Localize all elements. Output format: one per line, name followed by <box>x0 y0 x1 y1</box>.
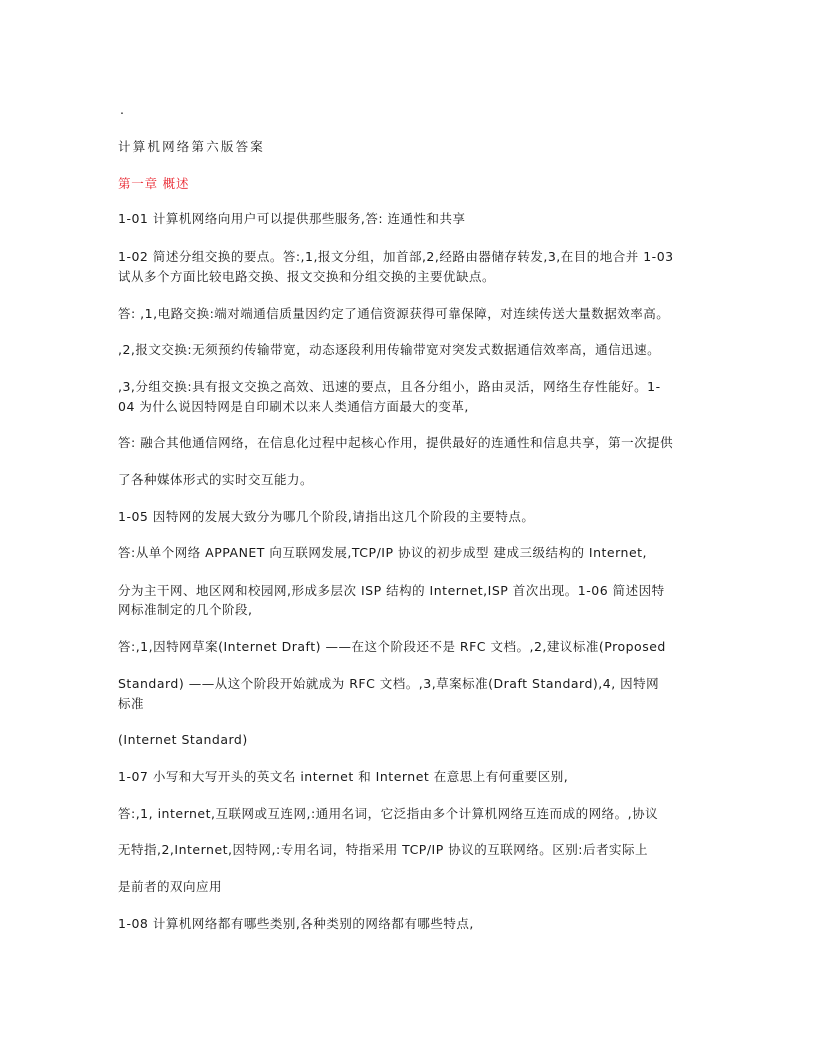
text-line: 1-08 计算机网络都有哪些类别,各种类别的网络都有哪些特点, <box>118 916 474 931</box>
text-line: 答:,1,因特网草案(Internet Draft) ——在这个阶段还不是 RFC 文档。,2,建议标准(Proposed <box>118 639 666 654</box>
text-line: 网标准制定的几个阶段, <box>118 602 253 617</box>
text-line: 1-07 小写和大写开头的英文名 internet 和 Internet 在意思上有何重要区别, <box>118 769 569 784</box>
text-line: 无特指,2,Internet,因特网,:专用名词，特指采用 TCP/IP 协议的互联网络。区别:后者实际上 <box>118 842 648 857</box>
text-line: 1-02 简述分组交换的要点。答:,1,报文分组，加首部,2,经路由器储存转发,3,在目的地合并 1-03 <box>118 249 674 264</box>
document-title: 计算机网络第六版答案 <box>118 139 266 154</box>
text-line: 标准 <box>118 696 145 711</box>
text-line: 分为主干网、地区网和校园网,形成多层次 ISP 结构的 Internet,ISP 首次出现。1-06 简述因特 <box>118 583 665 598</box>
text-line: 答: 融合其他通信网络，在信息化过程中起核心作用，提供最好的连通性和信息共享，第一次提供 <box>118 435 674 450</box>
text-line: (Internet Standard) <box>118 732 248 747</box>
text-line: 1-01 计算机网络向用户可以提供那些服务,答: 连通性和共享 <box>118 211 466 226</box>
text-line: Standard) ——从这个阶段开始就成为 RFC 文档。,3,草案标准(Draft Standard),4, 因特网 <box>118 676 660 691</box>
text-line: 试从多个方面比较电路交换、报文交换和分组交换的主要优缺点。 <box>118 269 496 284</box>
text-line: 答:从单个网络 APPANET 向互联网发展,TCP/IP 协议的初步成型 建成三级结构的 Internet, <box>118 545 648 560</box>
text-line: 04 为什么说因特网是自印刷术以来人类通信方面最大的变革, <box>118 399 469 414</box>
text-line: 答: ,1,电路交换:端对端通信质量因约定了通信资源获得可靠保障，对连续传送大量数据效率高。 <box>118 306 670 321</box>
text-line: 1-05 因特网的发展大致分为哪几个阶段,请指出这几个阶段的主要特点。 <box>118 509 535 524</box>
chapter-heading: 第一章 概述 <box>118 176 190 191</box>
text-line: 答:,1, internet,互联网或互连网,:通用名词，它泛指由多个计算机网络互连而成的网络。,协议 <box>118 806 659 821</box>
text-line: 了各种媒体形式的实时交互能力。 <box>118 472 314 487</box>
leading-dot: . <box>120 102 125 117</box>
text-line: ,3,分组交换:具有报文交换之高效、迅速的要点，且各分组小，路由灵活，网络生存性能好。1- <box>118 379 661 394</box>
text-line: 是前者的双向应用 <box>118 879 223 894</box>
text-line: ,2,报文交换:无须预约传输带宽，动态逐段利用传输带宽对突发式数据通信效率高，通信迅速。 <box>118 342 661 357</box>
